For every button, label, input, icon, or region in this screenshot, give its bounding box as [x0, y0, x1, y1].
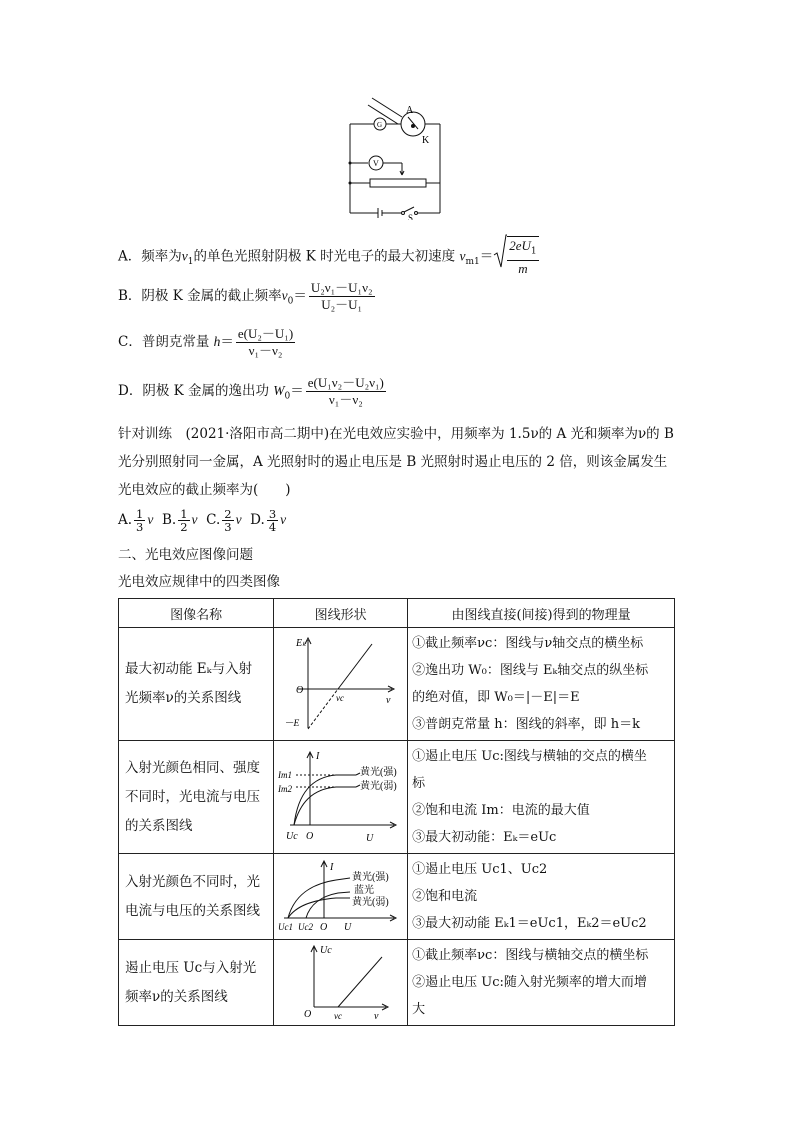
photoelectric-circuit-diagram [340, 95, 450, 220]
svg-text:O: O [305, 831, 313, 842]
svg-text:U: U [343, 921, 351, 933]
table-header: 图像名称 [119, 599, 274, 628]
section-subheading: 光电效应规律中的四类图像 [118, 574, 280, 590]
option-c: C．普朗克常量 h＝ $\frac{\text{e(U₂－U₁)}}{\text{ν₁－ν₂}}$ [118, 326, 294, 358]
choice-d[interactable]: D. $\frac{3}{4}$ ν [250, 507, 287, 534]
practice-line-1: 针对训练 (2021·洛阳市高二期中)在光电效应实验中，用频率为 1.5ν的 A 光和频率为ν的 B [118, 426, 674, 442]
svg-text:I: I [315, 751, 319, 762]
svg-text:I: I [329, 861, 333, 873]
row-info: ①遏止电压 Uc1、Uc2 ②饱和电流 ③最大初动能 Eₖ1＝eUc1，Eₖ2＝eUc2 [412, 862, 647, 931]
circuit-label-k: K [422, 135, 430, 146]
svg-text:Eₖ: Eₖ [295, 638, 307, 649]
table-row [119, 854, 675, 940]
svg-text:黄光(强): 黄光(强) [359, 767, 397, 778]
svg-text:Im2: Im2 [277, 784, 292, 794]
sqrt-expression: $\frac{2eU_1}{m}$ [493, 236, 540, 278]
practice-question [118, 420, 674, 504]
svg-text:O: O [303, 1008, 311, 1020]
table-row [119, 741, 675, 854]
svg-text:－E: －E [283, 719, 299, 729]
svg-text:ν: ν [385, 695, 391, 706]
table-row [119, 940, 675, 1026]
row-name: 入射光颜色相同、强度 不同时，光电流与电压 的关系图线 [125, 759, 260, 834]
section-heading: 二、光电效应图像问题 [118, 547, 253, 563]
row-info: ①截止频率νc：图线与横轴交点的横坐标 ②遏止电压 Uc:随入射光频率的增大而增 大 [412, 948, 649, 1017]
svg-text:νc: νc [333, 1010, 342, 1021]
svg-text:黄光(弱): 黄光(弱) [359, 781, 397, 792]
svg-text:O: O [319, 921, 327, 933]
svg-text:νc: νc [335, 693, 344, 703]
svg-text:黄光(弱): 黄光(弱) [351, 896, 389, 908]
row-name: 遏止电压 Uc与入射光 频率ν的关系图线 [125, 959, 257, 1005]
svg-text:U: U [365, 833, 373, 844]
ek-vs-frequency-graph [276, 630, 406, 734]
table-header: 图线形状 [274, 599, 408, 628]
row-info: ①截止频率νc：图线与ν轴交点的横坐标 ②逸出功 W₀：图线与 Eₖ轴交点的纵坐标 的绝对值，即 W₀＝|－E|＝E ③普朗克常量 h：图线的斜率，即 h＝k [412, 636, 649, 732]
uc-vs-frequency-graph [276, 941, 406, 1021]
table-header-row [119, 599, 675, 628]
svg-text:黄光(强): 黄光(强) [351, 871, 389, 883]
current-voltage-same-color-graph [276, 743, 406, 847]
table-row [119, 628, 675, 741]
practice-line-2: 光分别照射同一金属，A 光照射时的遏止电压是 B 光照射时遏止电压的 2 倍，则该金属发生 [118, 454, 668, 470]
graph-types-table [118, 598, 675, 1026]
choice-c[interactable]: C. $\frac{2}{3}$ ν [206, 507, 242, 534]
option-a: A．频率为$\nu_1$的单色光照射阴极 K 时光电子的最大初速度 $v_{m1}=$ $\frac{2eU_1}{m}$ [118, 236, 541, 278]
svg-text:Uc: Uc [285, 831, 298, 842]
svg-text:ν: ν [373, 1010, 379, 1021]
practice-line-3: 光电效应的截止频率为( ) [118, 482, 291, 498]
row-name: 入射光颜色不同时，光 电流与电压的关系图线 [125, 873, 260, 919]
svg-text:Im1: Im1 [277, 770, 292, 780]
row-name: 最大初动能 Eₖ与入射 光频率ν的关系图线 [125, 661, 253, 706]
option-b: B．阴极 K 金属的截止频率$\nu_0=$ $\frac{\text{U₂ν₁－U₁ν₂}}{\text{U₂－U₁}}$ [118, 280, 373, 312]
svg-text:O: O [295, 685, 303, 696]
choice-b[interactable]: B. $\frac{1}{2}$ ν [161, 507, 198, 534]
circuit-label-v: V [373, 159, 379, 168]
circuit-label-a: A [406, 105, 414, 116]
circuit-label-g: G [377, 121, 383, 129]
circuit-label-s: S [408, 213, 414, 220]
choice-a[interactable]: A. $\frac{1}{3}$ ν [118, 507, 154, 534]
row-info: ①遏止电压 Uc:图线与横轴的交点的横坐 标 ②饱和电流 Im：电流的最大值 ③最大初动能：Eₖ＝eUc [412, 749, 647, 845]
practice-choices [118, 508, 286, 533]
option-d: D．阴极 K 金属的逸出功 $W_0=$ $\frac{\text{e(U₁ν₂－U₂ν₁)}}{\text{ν₁－ν₂}}$ [118, 375, 384, 407]
current-voltage-different-color-graph [276, 856, 406, 934]
svg-text:Uc: Uc [319, 944, 332, 956]
table-header: 由图线直接(间接)得到的物理量 [408, 599, 675, 628]
svg-text:Uc2: Uc2 [297, 921, 313, 932]
svg-text:蓝光: 蓝光 [353, 884, 374, 896]
svg-text:Uc1: Uc1 [277, 921, 293, 932]
